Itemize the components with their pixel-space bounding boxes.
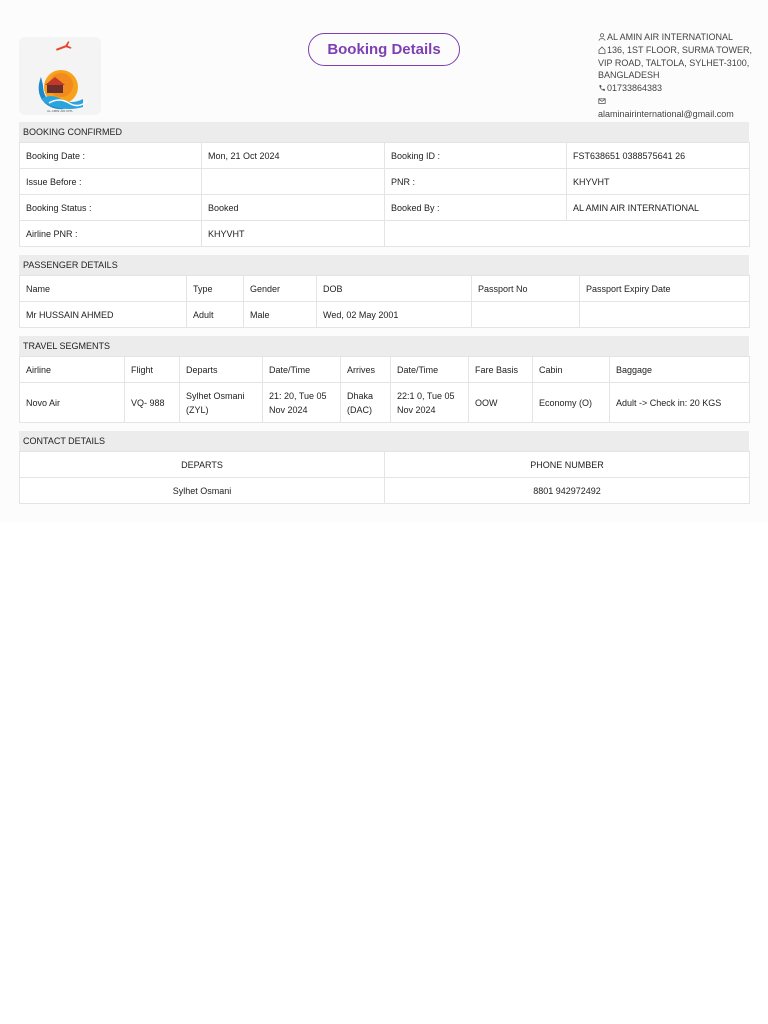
- segments-table: [19, 356, 750, 423]
- segments-section-title: TRAVEL SEGMENTS: [19, 336, 749, 356]
- company-logo: [19, 37, 101, 115]
- column-header: Airline: [20, 357, 125, 383]
- table-header-row: [20, 357, 750, 383]
- segment-departs: Sylhet Osmani (ZYL): [180, 383, 263, 423]
- column-header: Passport No: [472, 276, 580, 302]
- column-header: PHONE NUMBER: [385, 452, 750, 478]
- pnr-value: KHYVHT: [567, 169, 750, 195]
- segment-fare-basis: OOW: [469, 383, 533, 423]
- contact-departs: Sylhet Osmani: [20, 478, 385, 504]
- airline-pnr-value: KHYVHT: [202, 221, 385, 247]
- booked-by-label: Booked By :: [385, 195, 567, 221]
- empty-cell: [385, 221, 750, 247]
- page-title: [308, 33, 460, 66]
- column-header: Arrives: [341, 357, 391, 383]
- booking-section: [19, 122, 749, 247]
- company-phone-row: [598, 82, 758, 95]
- booking-table: [19, 142, 750, 247]
- issue-before-value: [202, 169, 385, 195]
- mail-icon: [598, 97, 606, 105]
- column-header: Fare Basis: [469, 357, 533, 383]
- passenger-table: [19, 275, 750, 328]
- column-header: Type: [187, 276, 244, 302]
- table-row: [20, 383, 750, 423]
- column-header: Date/Time: [263, 357, 341, 383]
- column-header: Date/Time: [391, 357, 469, 383]
- table-header-row: [20, 276, 750, 302]
- column-header: Flight: [125, 357, 180, 383]
- passenger-name: Mr HUSSAIN AHMED: [20, 302, 187, 328]
- passenger-gender: Male: [244, 302, 317, 328]
- booking-date-label: Booking Date :: [20, 143, 202, 169]
- table-row: [20, 302, 750, 328]
- company-email-icon-row: [598, 95, 758, 108]
- segment-arrives: Dhaka (DAC): [341, 383, 391, 423]
- pnr-label: PNR :: [385, 169, 567, 195]
- column-header: Gender: [244, 276, 317, 302]
- column-header: Name: [20, 276, 187, 302]
- company-address: 136, 1ST FLOOR, SURMA TOWER, VIP ROAD, TALTOLA, SYLHET-3100, BANGLADESH: [598, 44, 753, 81]
- airline-pnr-label: Airline PNR :: [20, 221, 202, 247]
- passenger-section: [19, 255, 749, 328]
- passenger-dob: Wed, 02 May 2001: [317, 302, 472, 328]
- phone-icon: [598, 84, 606, 92]
- company-name-row: [598, 31, 758, 44]
- segments-section: [19, 336, 749, 423]
- table-row: [20, 221, 750, 247]
- table-row: [20, 143, 750, 169]
- column-header: Cabin: [533, 357, 610, 383]
- contact-section: [19, 431, 749, 504]
- user-icon: [598, 33, 606, 41]
- column-header: Baggage: [610, 357, 750, 383]
- passenger-section-title: PASSENGER DETAILS: [19, 255, 749, 275]
- segment-flight: VQ- 988: [125, 383, 180, 423]
- passenger-type: Adult: [187, 302, 244, 328]
- page-title-text: Booking Details: [327, 41, 441, 58]
- booking-date-value: Mon, 21 Oct 2024: [202, 143, 385, 169]
- column-header: Passport Expiry Date: [580, 276, 750, 302]
- column-header: DOB: [317, 276, 472, 302]
- booking-id-label: Booking ID :: [385, 143, 567, 169]
- segment-baggage: Adult -> Check in: 20 KGS: [610, 383, 750, 423]
- booking-status-value: Booked: [202, 195, 385, 221]
- table-row: [20, 195, 750, 221]
- company-phone: 01733864383: [607, 83, 663, 94]
- home-icon: [598, 46, 606, 54]
- company-address-row: [598, 44, 758, 82]
- table-row: [20, 478, 750, 504]
- contact-table: [19, 451, 750, 504]
- passenger-passport-expiry: [580, 302, 750, 328]
- booking-id-value: FST638651 0388575641 26: [567, 143, 750, 169]
- contact-phone: 8801 942972492: [385, 478, 750, 504]
- column-header: DEPARTS: [20, 452, 385, 478]
- segment-arrive-datetime: 22:1 0, Tue 05 Nov 2024: [391, 383, 469, 423]
- booking-section-title: BOOKING CONFIRMED: [19, 122, 749, 142]
- company-email[interactable]: alaminairinternational@gmail.com: [598, 108, 734, 119]
- issue-before-label: Issue Before :: [20, 169, 202, 195]
- passenger-passport: [472, 302, 580, 328]
- booking-status-label: Booking Status :: [20, 195, 202, 221]
- segment-depart-datetime: 21: 20, Tue 05 Nov 2024: [263, 383, 341, 423]
- svg-text:AL AMIN AIR INTL: AL AMIN AIR INTL: [46, 109, 74, 113]
- booked-by-value: AL AMIN AIR INTERNATIONAL: [567, 195, 750, 221]
- table-header-row: [20, 452, 750, 478]
- table-row: [20, 169, 750, 195]
- segment-cabin: Economy (O): [533, 383, 610, 423]
- column-header: Departs: [180, 357, 263, 383]
- airplane-icon: [55, 41, 72, 54]
- segment-airline: Novo Air: [20, 383, 125, 423]
- company-info: [598, 31, 758, 121]
- contact-section-title: CONTACT DETAILS: [19, 431, 749, 451]
- company-name: AL AMIN AIR INTERNATIONAL: [607, 32, 734, 42]
